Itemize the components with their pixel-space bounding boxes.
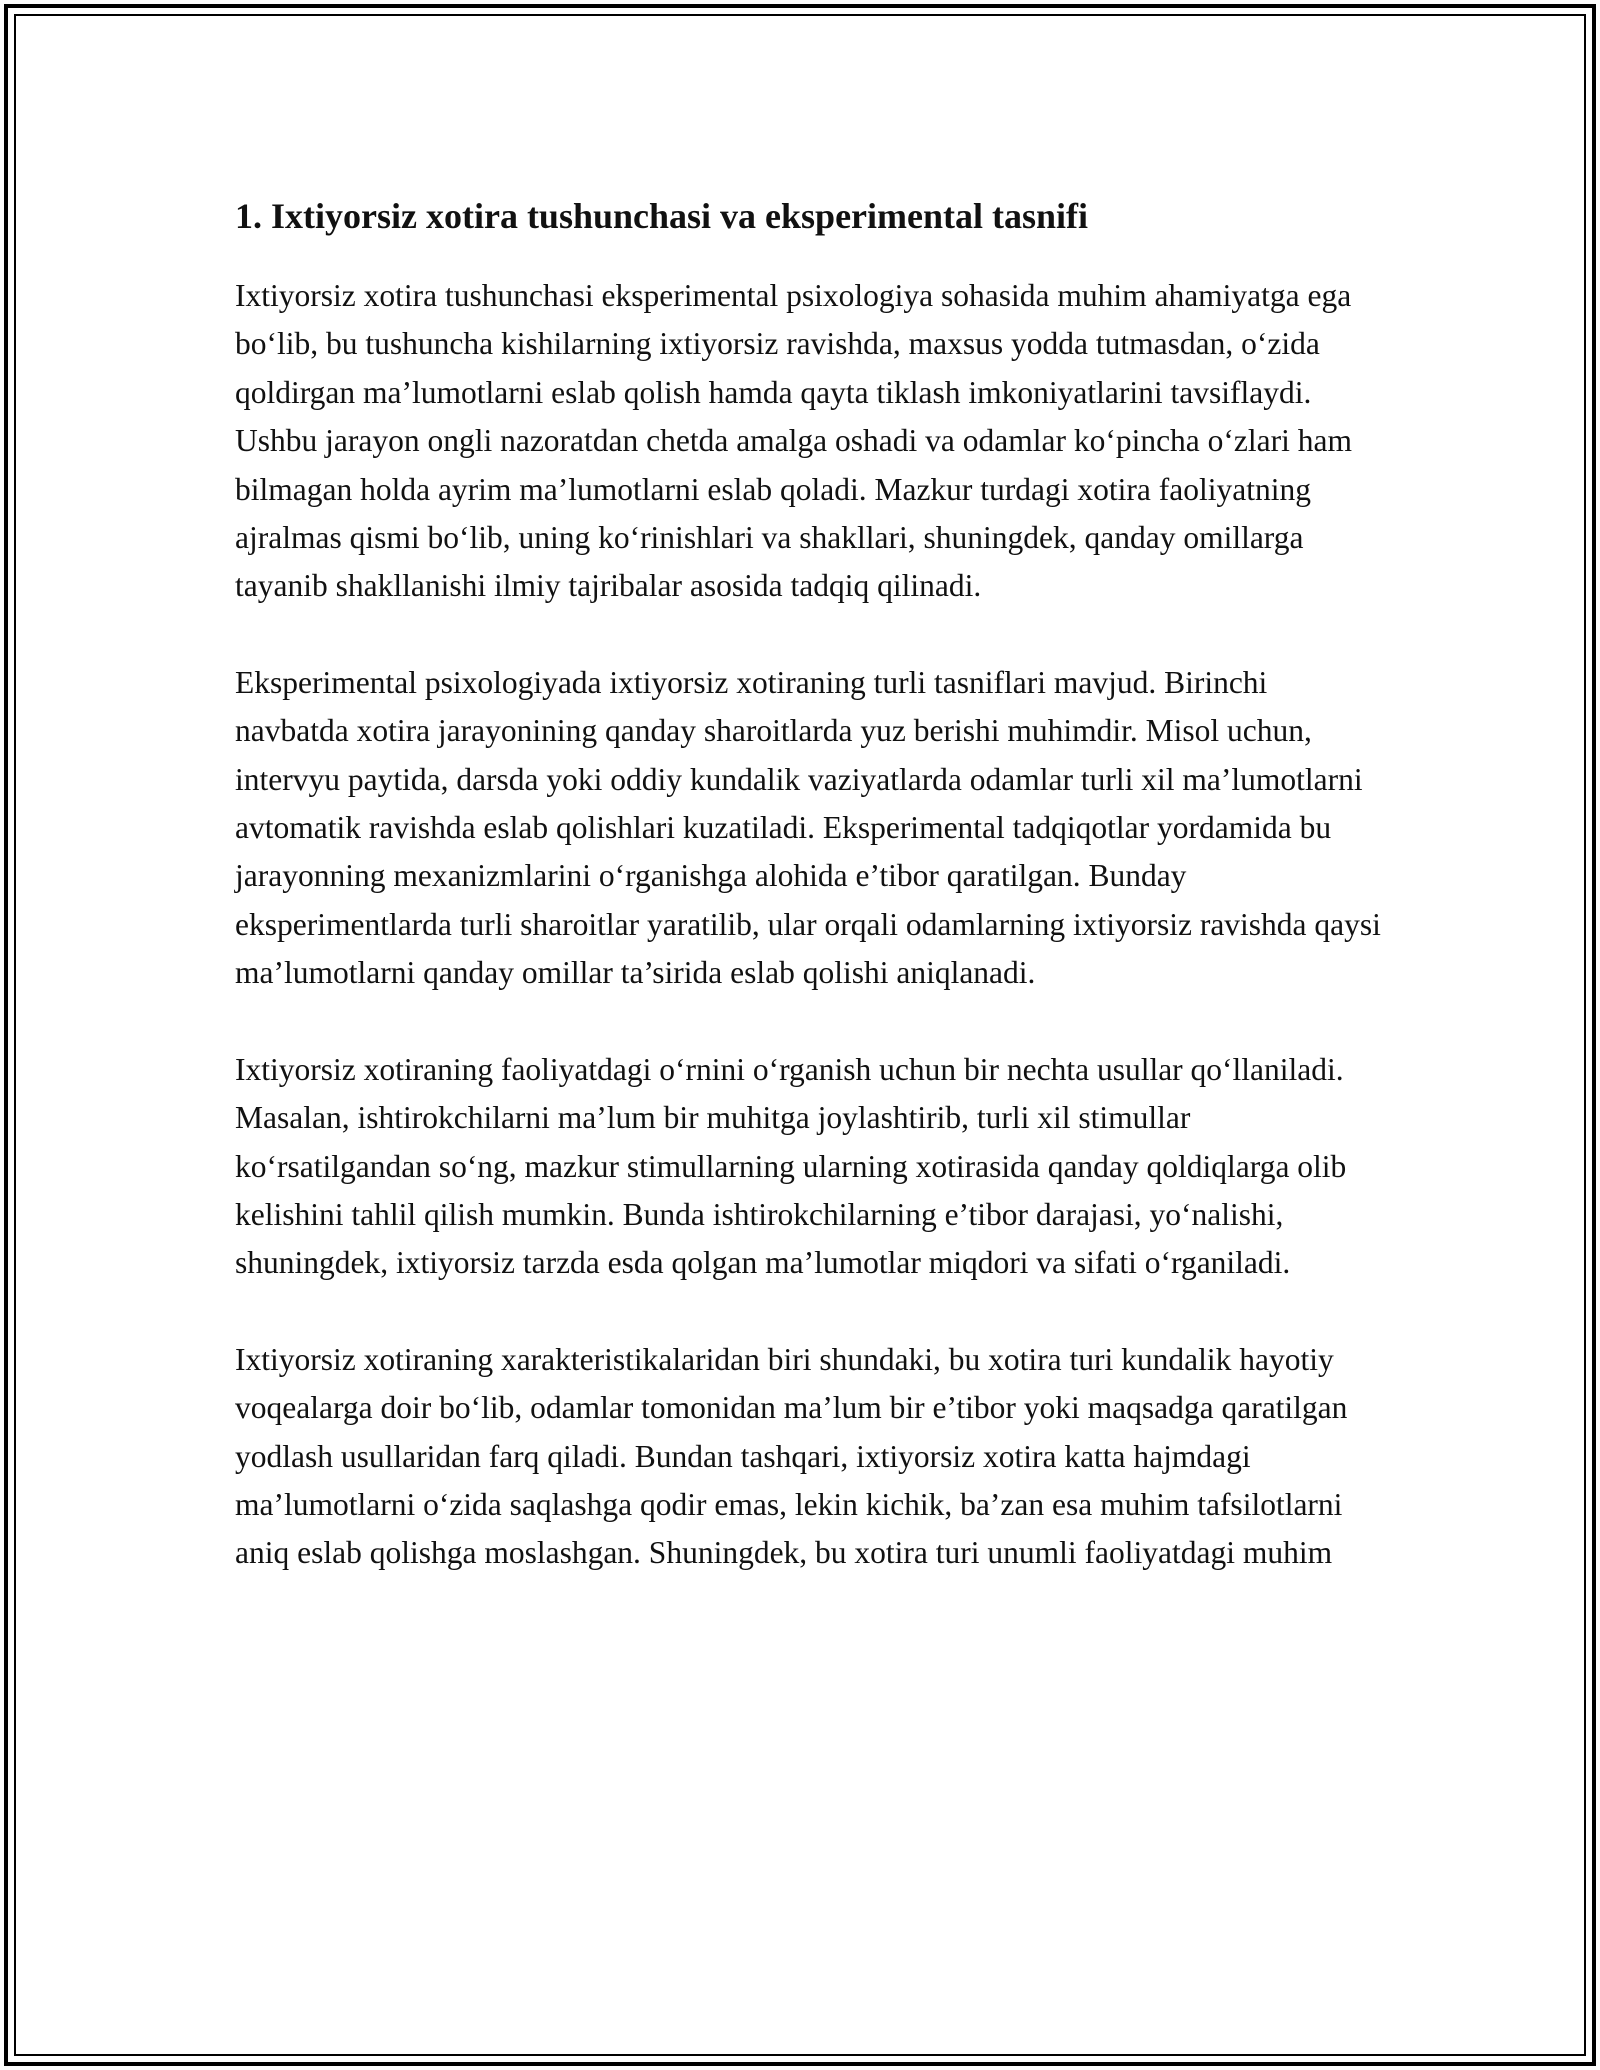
paragraph-3: Ixtiyorsiz xotiraning faoliyatdagi o‘rnini o‘rganish uchun bir nechta usullar qo‘llaniladi. Masalan, ishtirokchilarni ma’lum bir muhitga joylashtirib, turli xil stimullar ko‘rsatilgandan so‘ng, mazkur stimullarning ularning xotirasida qanday qoldiqlarga olib kelishini tahlil qilish mumkin. Bunda ishtirokchilarning e’tibor darajasi, yo‘nalishi, shuningdek, ixtiyorsiz tarzda esda qolgan ma’lumotlar miqdori va sifati o‘rganiladi. [235, 1051, 1347, 1281]
document-body [235, 184, 1385, 1578]
paragraph-1: Ixtiyorsiz xotira tushunchasi eksperimental psixologiya sohasida muhim ahamiyatga ega bo‘lib, bu tushuncha kishilarning ixtiyorsiz ravishda, maxsus yodda tutmasdan, o‘zida qoldirgan ma’lumotlarni eslab qolish hamda qayta tiklash imkoniyatlarini tavsiflaydi. Ushbu jarayon ongli nazoratdan chetda amalga oshadi va odamlar ko‘pincha o‘zlari ham bilmagan holda ayrim ma’lumotlarni eslab qoladi. Mazkur turdagi xotira faoliyatning ajralmas qismi bo‘lib, uning ko‘rinishlari va shakllari, shuningdek, qanday omillarga tayanib shakllanishi ilmiy tajribalar asosida tadqiq qilinadi. [235, 278, 1352, 604]
paragraph-2: Eksperimental psixologiyada ixtiyorsiz xotiraning turli tasniflari mavjud. Birinchi navbatda xotira jarayonining qanday sharoitlarda yuz berishi muhimdir. Misol uchun, intervyu paytida, darsda yoki oddiy kundalik vaziyatlarda odamlar turli xil ma’lumotlarni avtomatik ravishda eslab qolishlari kuzatiladi. Eksperimental tadqiqotlar yordamida bu jarayonning mexanizmlarini o‘rganishga alohida e’tibor qaratilgan. Bunday eksperimentlarda turli sharoitlar yaratilib, ular orqali odamlarning ixtiyorsiz ravishda qaysi ma’lumotlarni qanday omillar ta’sirida eslab qolishi aniqlanadi. [235, 664, 1381, 991]
section-heading: 1. Ixtiyorsiz xotira tushunchasi va eksperimental tasnifi [235, 196, 1089, 236]
paragraph-4: Ixtiyorsiz xotiraning xarakteristikalaridan biri shundaki, bu xotira turi kundalik hayotiy voqealarga doir bo‘lib, odamlar tomonidan ma’lum bir e’tibor yoki maqsadga qaratilgan yodlash usullaridan farq qiladi. Bundan tashqari, ixtiyorsiz xotira katta hajmdagi ma’lumotlarni o‘zida saqlashga qodir emas, lekin kichik, ba’zan esa muhim tafsilotlarni aniq eslab qolishga moslashgan. Shuningdek, bu xotira turi unumli faoliyatdagi muhim [235, 1341, 1348, 1571]
